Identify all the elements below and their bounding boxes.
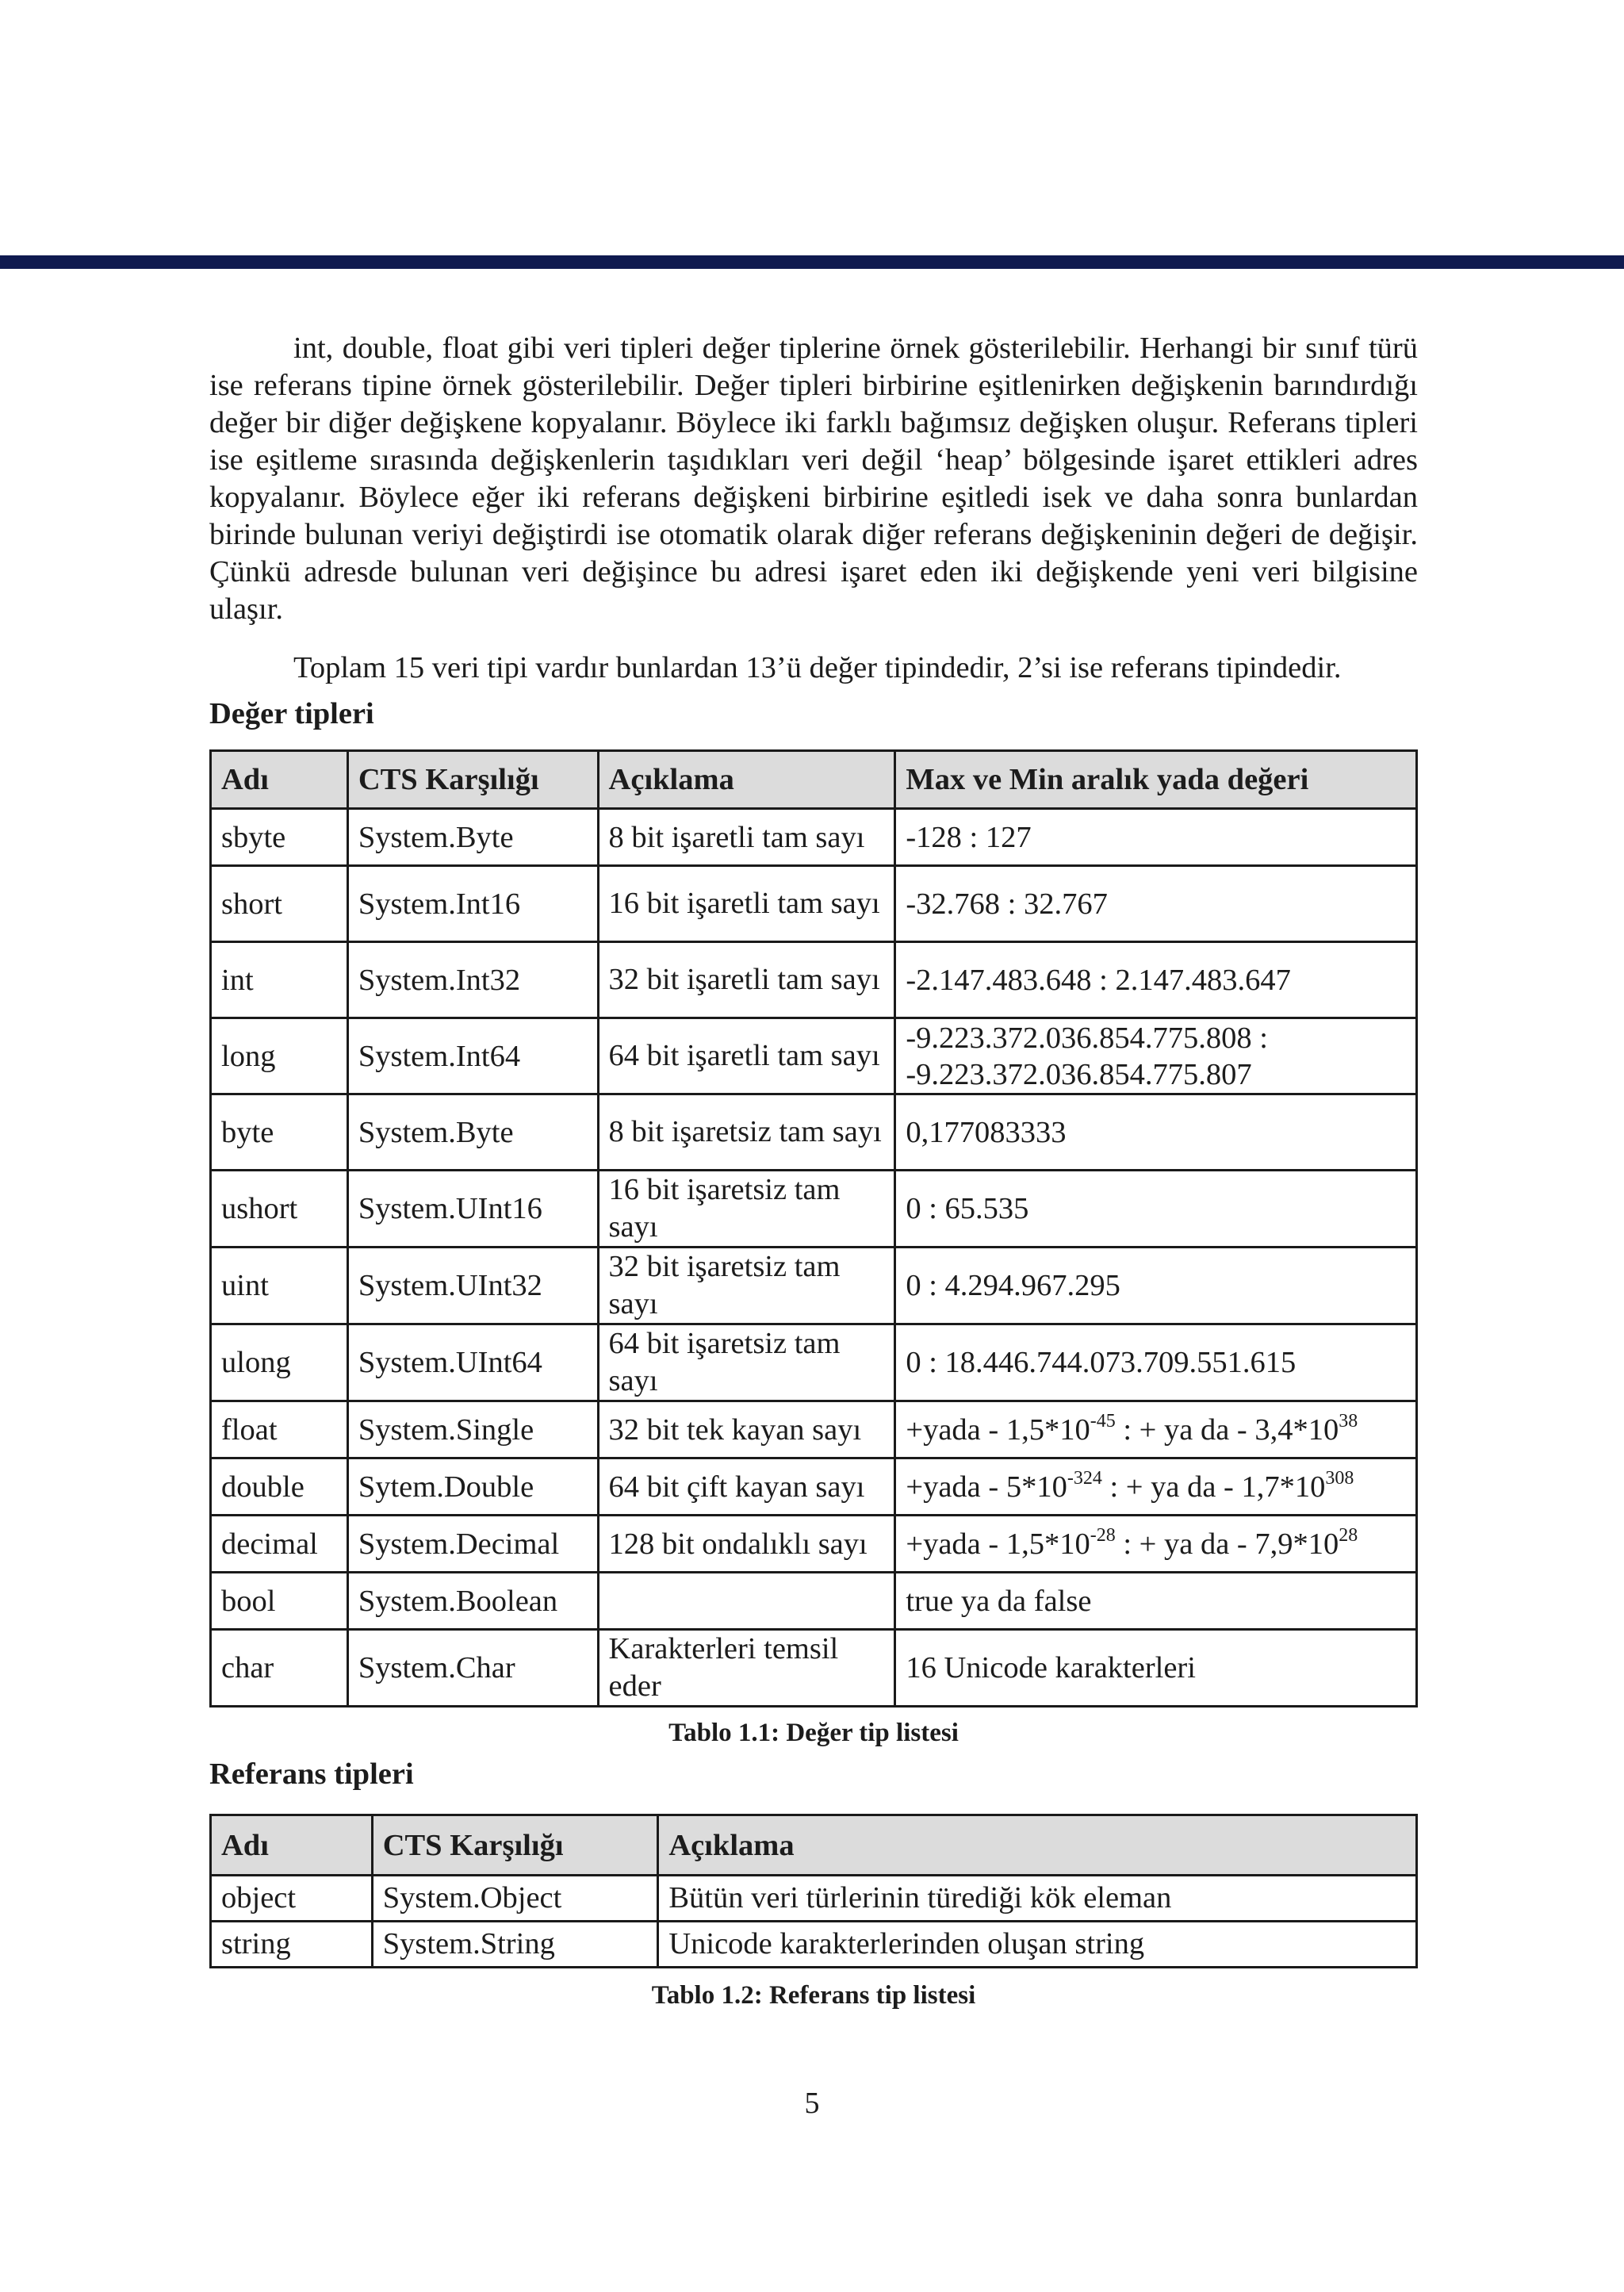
cell-description: 128 bit ondalıklı sayı [598,1516,895,1573]
cell-cts: System.Boolean [347,1573,598,1630]
table-1-caption: Tablo 1.1: Değer tip listesi [668,1719,959,1747]
cell-cts: System.Decimal [347,1516,598,1573]
table-row [211,1094,1417,1171]
table-row [211,1248,1417,1324]
table-row [211,1324,1417,1401]
table-header-row [211,1815,1417,1876]
header-name: Adı [211,751,348,809]
cell-cts: System.UInt16 [347,1171,598,1248]
range-text: : + ya da - 1,7*10 [1101,1470,1326,1504]
cell-range: 0 : 65.535 [895,1171,1417,1248]
page-number: 5 [804,2087,820,2120]
reference-types-heading: Referans tipleri [209,1757,414,1791]
cell-range: -2.147.483.648 : 2.147.483.647 [895,942,1417,1018]
cell-name: double [211,1458,348,1516]
exponent: 38 [1339,1410,1358,1432]
value-types-heading: Değer tipleri [209,697,374,730]
cell-range [895,1401,1417,1458]
cell-name: char [211,1630,348,1707]
range-text: : + ya da - 3,4*10 [1115,1412,1339,1447]
cell-description: Karakterleri temsil eder [598,1630,895,1707]
cell-name: decimal [211,1516,348,1573]
cell-cts: System.String [372,1922,658,1968]
cell-range: -9.223.372.036.854.775.808 : -9.223.372.036.854.775.807 [895,1018,1417,1094]
cell-description: 32 bit işaretli tam sayı [598,942,895,1018]
cell-cts: System.Object [372,1876,658,1922]
cell-description: Unicode karakterlerinden oluşan string [658,1922,1417,1968]
cell-description: 8 bit işaretli tam sayı [598,809,895,866]
table-row [211,942,1417,1018]
table-row [211,1516,1417,1573]
cell-cts: System.Byte [347,1094,598,1171]
cell-cts: System.Int16 [347,866,598,942]
page-content [209,330,1418,2010]
table-2-caption: Tablo 1.2: Referans tip listesi [651,1981,976,2010]
reference-types-body [211,1876,1417,1968]
table-row [211,809,1417,866]
header-cts: CTS Karşılığı [347,751,598,809]
cell-name: bool [211,1573,348,1630]
cell-cts: System.Char [347,1630,598,1707]
table-row [211,1401,1417,1458]
cell-description: 64 bit işaretsiz tam sayı [598,1324,895,1401]
cell-description: 64 bit çift kayan sayı [598,1458,895,1516]
table-row [211,1458,1417,1516]
table-row [211,1922,1417,1968]
table-row [211,1573,1417,1630]
cell-name: sbyte [211,809,348,866]
cell-name: byte [211,1094,348,1171]
header-rule [0,255,1624,269]
cell-name: short [211,866,348,942]
table-row [211,1630,1417,1707]
range-text: : + ya da - 7,9*10 [1115,1527,1339,1561]
cell-description: 16 bit işaretsiz tam sayı [598,1171,895,1248]
table-row [211,1171,1417,1248]
cell-description: 32 bit işaretsiz tam sayı [598,1248,895,1324]
cell-name: float [211,1401,348,1458]
header-cts: CTS Karşılığı [372,1815,658,1876]
cell-name: long [211,1018,348,1094]
table-row [211,1018,1417,1094]
cell-range: -128 : 127 [895,809,1417,866]
cell-description: Bütün veri türlerinin türediği kök eleman [658,1876,1417,1922]
table-header-row [211,751,1417,809]
cell-name: object [211,1876,373,1922]
cell-name: uint [211,1248,348,1324]
header-range: Max ve Min aralık yada değeri [895,751,1417,809]
summary-paragraph: Toplam 15 veri tipi vardır bunlardan 13’ü değer tipindedir, 2’si ise referans tipindedir. [293,651,1342,684]
cell-range [895,1516,1417,1573]
cell-name: ulong [211,1324,348,1401]
cell-range: -32.768 : 32.767 [895,866,1417,942]
range-text: +yada - 1,5*10 [906,1412,1090,1447]
cell-description: 16 bit işaretli tam sayı [598,866,895,942]
cell-range: 0 : 18.446.744.073.709.551.615 [895,1324,1417,1401]
cell-description [598,1573,895,1630]
cell-name: ushort [211,1171,348,1248]
cell-cts: System.UInt64 [347,1324,598,1401]
exponent: -45 [1090,1410,1116,1432]
cell-range: 0,177083333 [895,1094,1417,1171]
exponent: -28 [1090,1524,1116,1546]
cell-cts: System.Single [347,1401,598,1458]
reference-types-table [209,1814,1418,1968]
cell-range: 0 : 4.294.967.295 [895,1248,1417,1324]
cell-cts: System.Int64 [347,1018,598,1094]
cell-cts: System.UInt32 [347,1248,598,1324]
cell-description: 32 bit tek kayan sayı [598,1401,895,1458]
exponent: -324 [1067,1467,1102,1489]
cell-description: 8 bit işaretsiz tam sayı [598,1094,895,1171]
range-text: +yada - 5*10 [906,1470,1067,1504]
cell-range: true ya da false [895,1573,1417,1630]
value-types-table [209,749,1418,1708]
table-row [211,1876,1417,1922]
exponent: 308 [1325,1467,1354,1489]
header-name: Adı [211,1815,373,1876]
range-text: +yada - 1,5*10 [906,1527,1090,1561]
cell-description: 64 bit işaretli tam sayı [598,1018,895,1094]
cell-name: string [211,1922,373,1968]
cell-range: 16 Unicode karakterleri [895,1630,1417,1707]
cell-range [895,1458,1417,1516]
cell-cts: Sytem.Double [347,1458,598,1516]
cell-cts: System.Byte [347,809,598,866]
intro-paragraph: int, double, float gibi veri tipleri değer tiplerine örnek gösterilebilir. Herhangi bir sınıf türü ise referans tipine örnek gösterilebilir. Değer tipleri birbirine eşitlenirken değişkenin barındırdığı değer bir diğer değişkene kopyalanır. Böylece iki farklı bağımsız değişken oluşur. Referans tipleri ise eşitleme sırasında değişkenlerin taşıdıkları veri değil ‘heap’ bölgesinde işaret ettikleri adres kopyalanır. Böylece eğer iki referans değişkeni birbirine eşitledi isek ve daha sonra bunlardan birinde bulunan veriyi değiştirdi ise otomatik olarak diğer referans değişkeninin değeri de değişir. Çünkü adresde bulunan veri değişince bu adresi işaret eden iki değişkende yeni veri bilgisine ulaşır. [209,332,1418,626]
header-description: Açıklama [658,1815,1417,1876]
header-description: Açıklama [598,751,895,809]
value-types-body [211,809,1417,1707]
cell-cts: System.Int32 [347,942,598,1018]
cell-name: int [211,942,348,1018]
exponent: 28 [1339,1524,1358,1546]
table-row [211,866,1417,942]
